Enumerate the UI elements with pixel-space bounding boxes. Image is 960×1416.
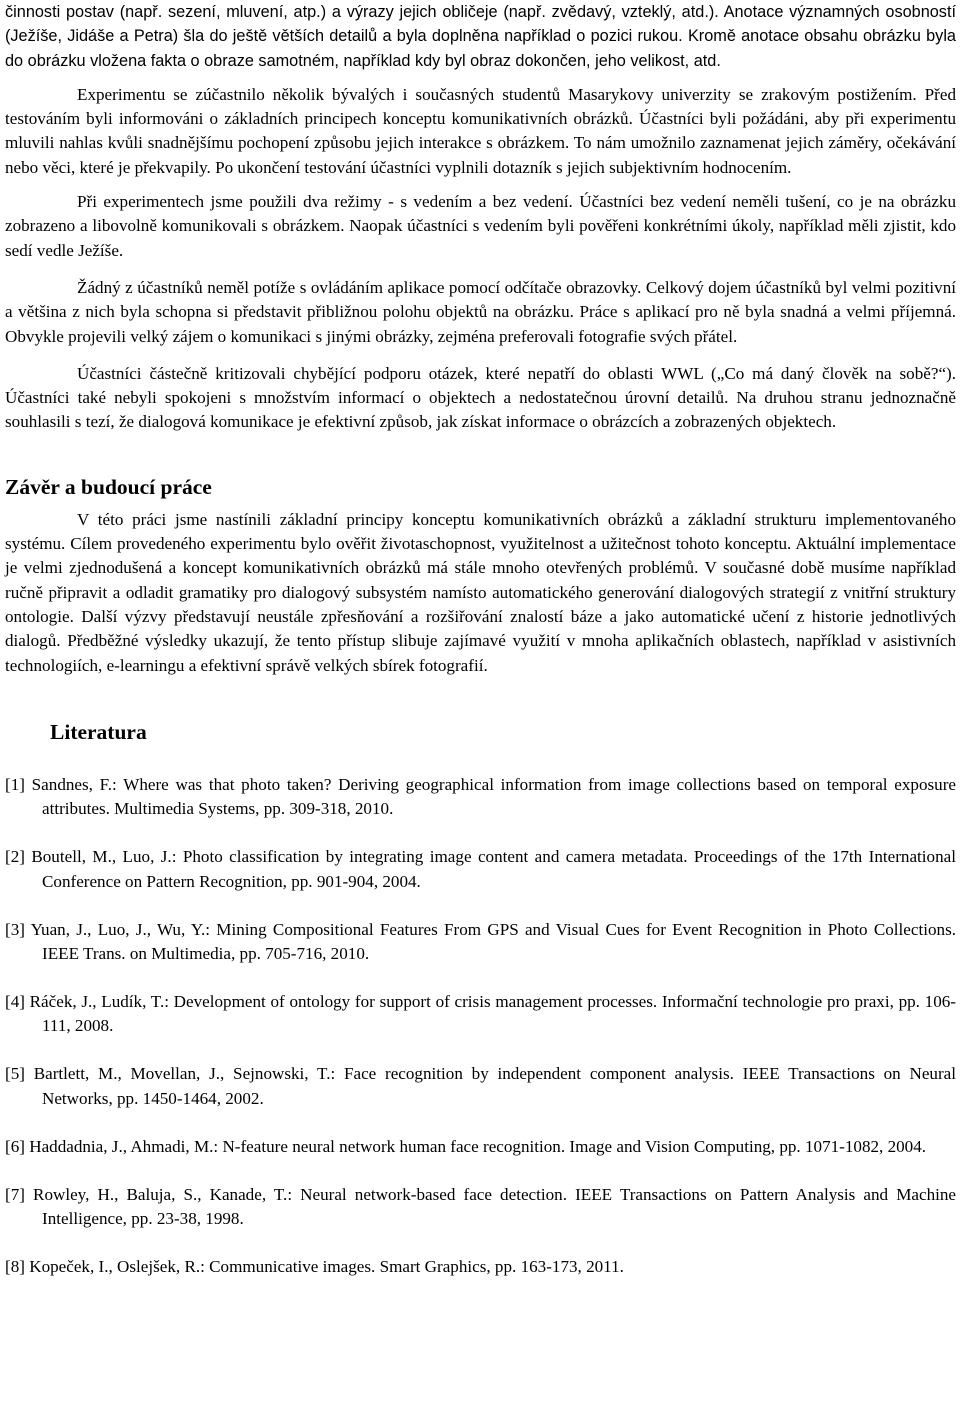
section-heading-conclusion: Závěr a budoucí práce: [5, 474, 212, 499]
reference-number: [5]: [5, 1064, 25, 1084]
section-heading-literature: Literatura: [50, 719, 147, 744]
reference-text: Rowley, H., Baluja, S., Kanade, T.: Neural network-based face detection. IEEE Transactions on Pattern Analysis and Machine Intelligence, pp. 23-38, 1998.: [33, 1184, 956, 1229]
paragraph-experiment-criticism: Účastníci částečně kritizovali chybějící podporu otázek, které nepatří do oblasti WWL („Co má daný člověk na sobě?“). Účastníci také nebyli spokojeni s množstvím informací o objektech a nedostatečnou úrovní detailů. Na druhou stranu jednoznačně souhlasili s tezí, že dialogová komunikace je efektivní způsob, jak získat informace o obrázcích a zobrazených objektech.: [5, 363, 956, 432]
document-page: [5, 0, 956, 1280]
reference-text: Kopeček, I., Oslejšek, R.: Communicative images. Smart Graphics, pp. 163-173, 2011.: [29, 1257, 624, 1277]
reference-text: Haddadnia, J., Ahmadi, M.: N-feature neural network human face recognition. Image and Vision Computing, pp. 1071-1082, 2004.: [29, 1136, 927, 1156]
paragraph-conclusion: V této práci jsme nastínili základní principy konceptu komunikativních obrázků a základní strukturu implementovaného systému. Cílem provedeného experimentu bylo ověřit životaschopnost, využitelnost a užitečnost tohoto konceptu. Aktuální implementace je velmi zjednodušená a koncept komunikativních obrázků má stále mnoho otevřených problémů. V současné době musíme například ručně připravit a odladit gramatiky pro dialogový subsystém namísto automatického generování dialogových strategií z vnitřní struktury ontologie. Další výzvy představují neustále zpřesňování a rozšiřování znalostí báze a jako automatické učení z historie jednotlivých dialogů. Předběžné výsledky ukazují, že tento přístup slibuje zajímavé využití v mnoha aplikačních oblastech, například v asistivních technologiích, e-learningu a efektivní správě velkých sbírek fotografií.: [5, 509, 956, 675]
reference-number: [7]: [5, 1184, 25, 1204]
paragraph-annotation-detail: činnosti postav (např. sezení, mluvení, atp.) a výrazy jejich obličeje (např. zvědavý, vzteklý, atd.). Anotace významných osobností (Ježíše, Jidáše a Petra) šla do ještě větších detailů a byla doplněna například o pozici rukou. Kromě anotace obsahu obrázku byla do obrázku vložena fakta o obraze samotném, například kdy byl obraz dokončen, jeho velikost, atd.: [5, 3, 956, 70]
reference-list: [5, 773, 956, 1280]
reference-number: [8]: [5, 1257, 25, 1277]
paragraph-experiment-modes: Při experimentech jsme použili dva režimy - s vedením a bez vedení. Účastníci bez vedení neměli tušení, co je na obrázku zobrazeno a libovolně komunikovali s obrázkem. Naopak účastníci s vedením byli pověřeni konkrétními úkoly, například měli zjistit, kdo sedí vedle Ježíše.: [5, 192, 956, 260]
paragraph-experiment-participants: Experimentu se zúčastnilo několik bývalých i současných studentů Masarykovy univerzity se zrakovým postižením. Před testováním byli informováni o základních principech konceptu komunikativních obrázků. Účastníci byli požádáni, aby při experimentu mluvili nahlas kvůli snadnějšímu pochopení způsobu jejich interakce s obrázkem. To nám umožnilo zaznamenat jejich záměry, očekávání nebo věci, které je překvapily. Po ukončení testování účastníci vyplnili dotazník s jejich subjektivním hodnocením.: [5, 84, 956, 177]
reference-number: [4]: [5, 992, 25, 1012]
reference-item: [5, 1183, 956, 1232]
reference-text: Boutell, M., Luo, J.: Photo classification by integrating image content and camera metadata. Proceedings of the 17th International Conference on Pattern Recognition, pp. 901-904, 2004.: [31, 847, 956, 891]
reference-item: [5, 1062, 956, 1111]
paragraph-experiment-results: Žádný z účastníků neměl potíže s ovládáním aplikace pomocí odčítače obrazovky. Celkový dojem účastníků byl velmi pozitivní a většina z nich byla schopna si představit přibližnou polohu objektů na obrázku. Práce s aplikací pro ně byla snadná a velmi příjemná. Obvykle projevili velký zájem o komunikaci s jinými obrázky, zejména preferovali fotografie svých přátel.: [5, 277, 956, 346]
reference-text: Sandnes, F.: Where was that photo taken? Deriving geographical information from image collections based on temporal exposure attributes. Multimedia Systems, pp. 309-318, 2010.: [31, 774, 956, 819]
reference-item: [5, 990, 956, 1039]
reference-item: [5, 773, 956, 822]
reference-item: [5, 1255, 956, 1279]
reference-text: Ráček, J., Ludík, T.: Development of ontology for support of crisis management processes. Informační technologie pro praxi, pp. 106-111, 2008.: [29, 992, 956, 1036]
reference-item: [5, 845, 956, 894]
reference-number: [2]: [5, 847, 25, 867]
reference-number: [1]: [5, 774, 25, 794]
reference-item: [5, 918, 956, 967]
reference-text: Yuan, J., Luo, J., Wu, Y.: Mining Compositional Features From GPS and Visual Cues for Event Recognition in Photo Collections. IEEE Trans. on Multimedia, pp. 705-716, 2010.: [30, 919, 956, 964]
reference-number: [3]: [5, 919, 25, 939]
reference-text: Bartlett, M., Movellan, J., Sejnowski, T.: Face recognition by independent component analysis. IEEE Transactions on Neural Networks, pp. 1450-1464, 2002.: [33, 1064, 956, 1108]
reference-number: [6]: [5, 1136, 25, 1156]
reference-item: [5, 1135, 956, 1159]
